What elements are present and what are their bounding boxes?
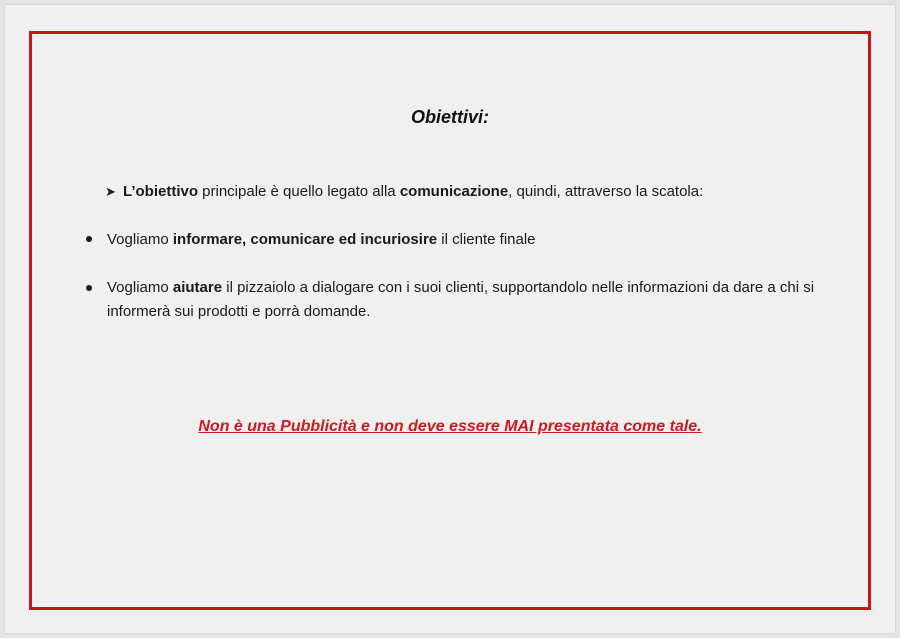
list-item-bold: informare, comunicare ed incuriosire [172,231,438,248]
list-item [107,228,536,252]
document-page [5,5,895,633]
list-item-text: il cliente finale [437,231,536,248]
bullet-dot-icon [86,285,92,291]
arrow-bullet-icon: ➤ [105,184,116,199]
warning-notice: Non è una Pubblicità e non deve essere MAI presentata come tale. [198,418,702,435]
objective-text-2: , quindi, attraverso la scatola: [508,183,704,200]
list-item-bold: aiutare [172,279,223,296]
objective-bold-2: comunicazione [399,183,509,200]
list-item-text: il pizzaiolo a dialogare con i suoi clienti, supportandolo nelle informazioni da dare a chi si informerà sui prodotti e porrà domande. [107,279,815,320]
objective-bold-start: L’obiettivo [123,183,198,200]
list-item-text: Vogliamo [107,231,173,248]
objective-statement [105,180,703,204]
list-item-text: Vogliamo [107,279,173,296]
objective-text-1: principale è quello legato alla [198,183,400,200]
list-item [107,276,837,324]
page-title: Obiettivi: [410,107,489,127]
bullet-dot-icon [86,236,92,242]
